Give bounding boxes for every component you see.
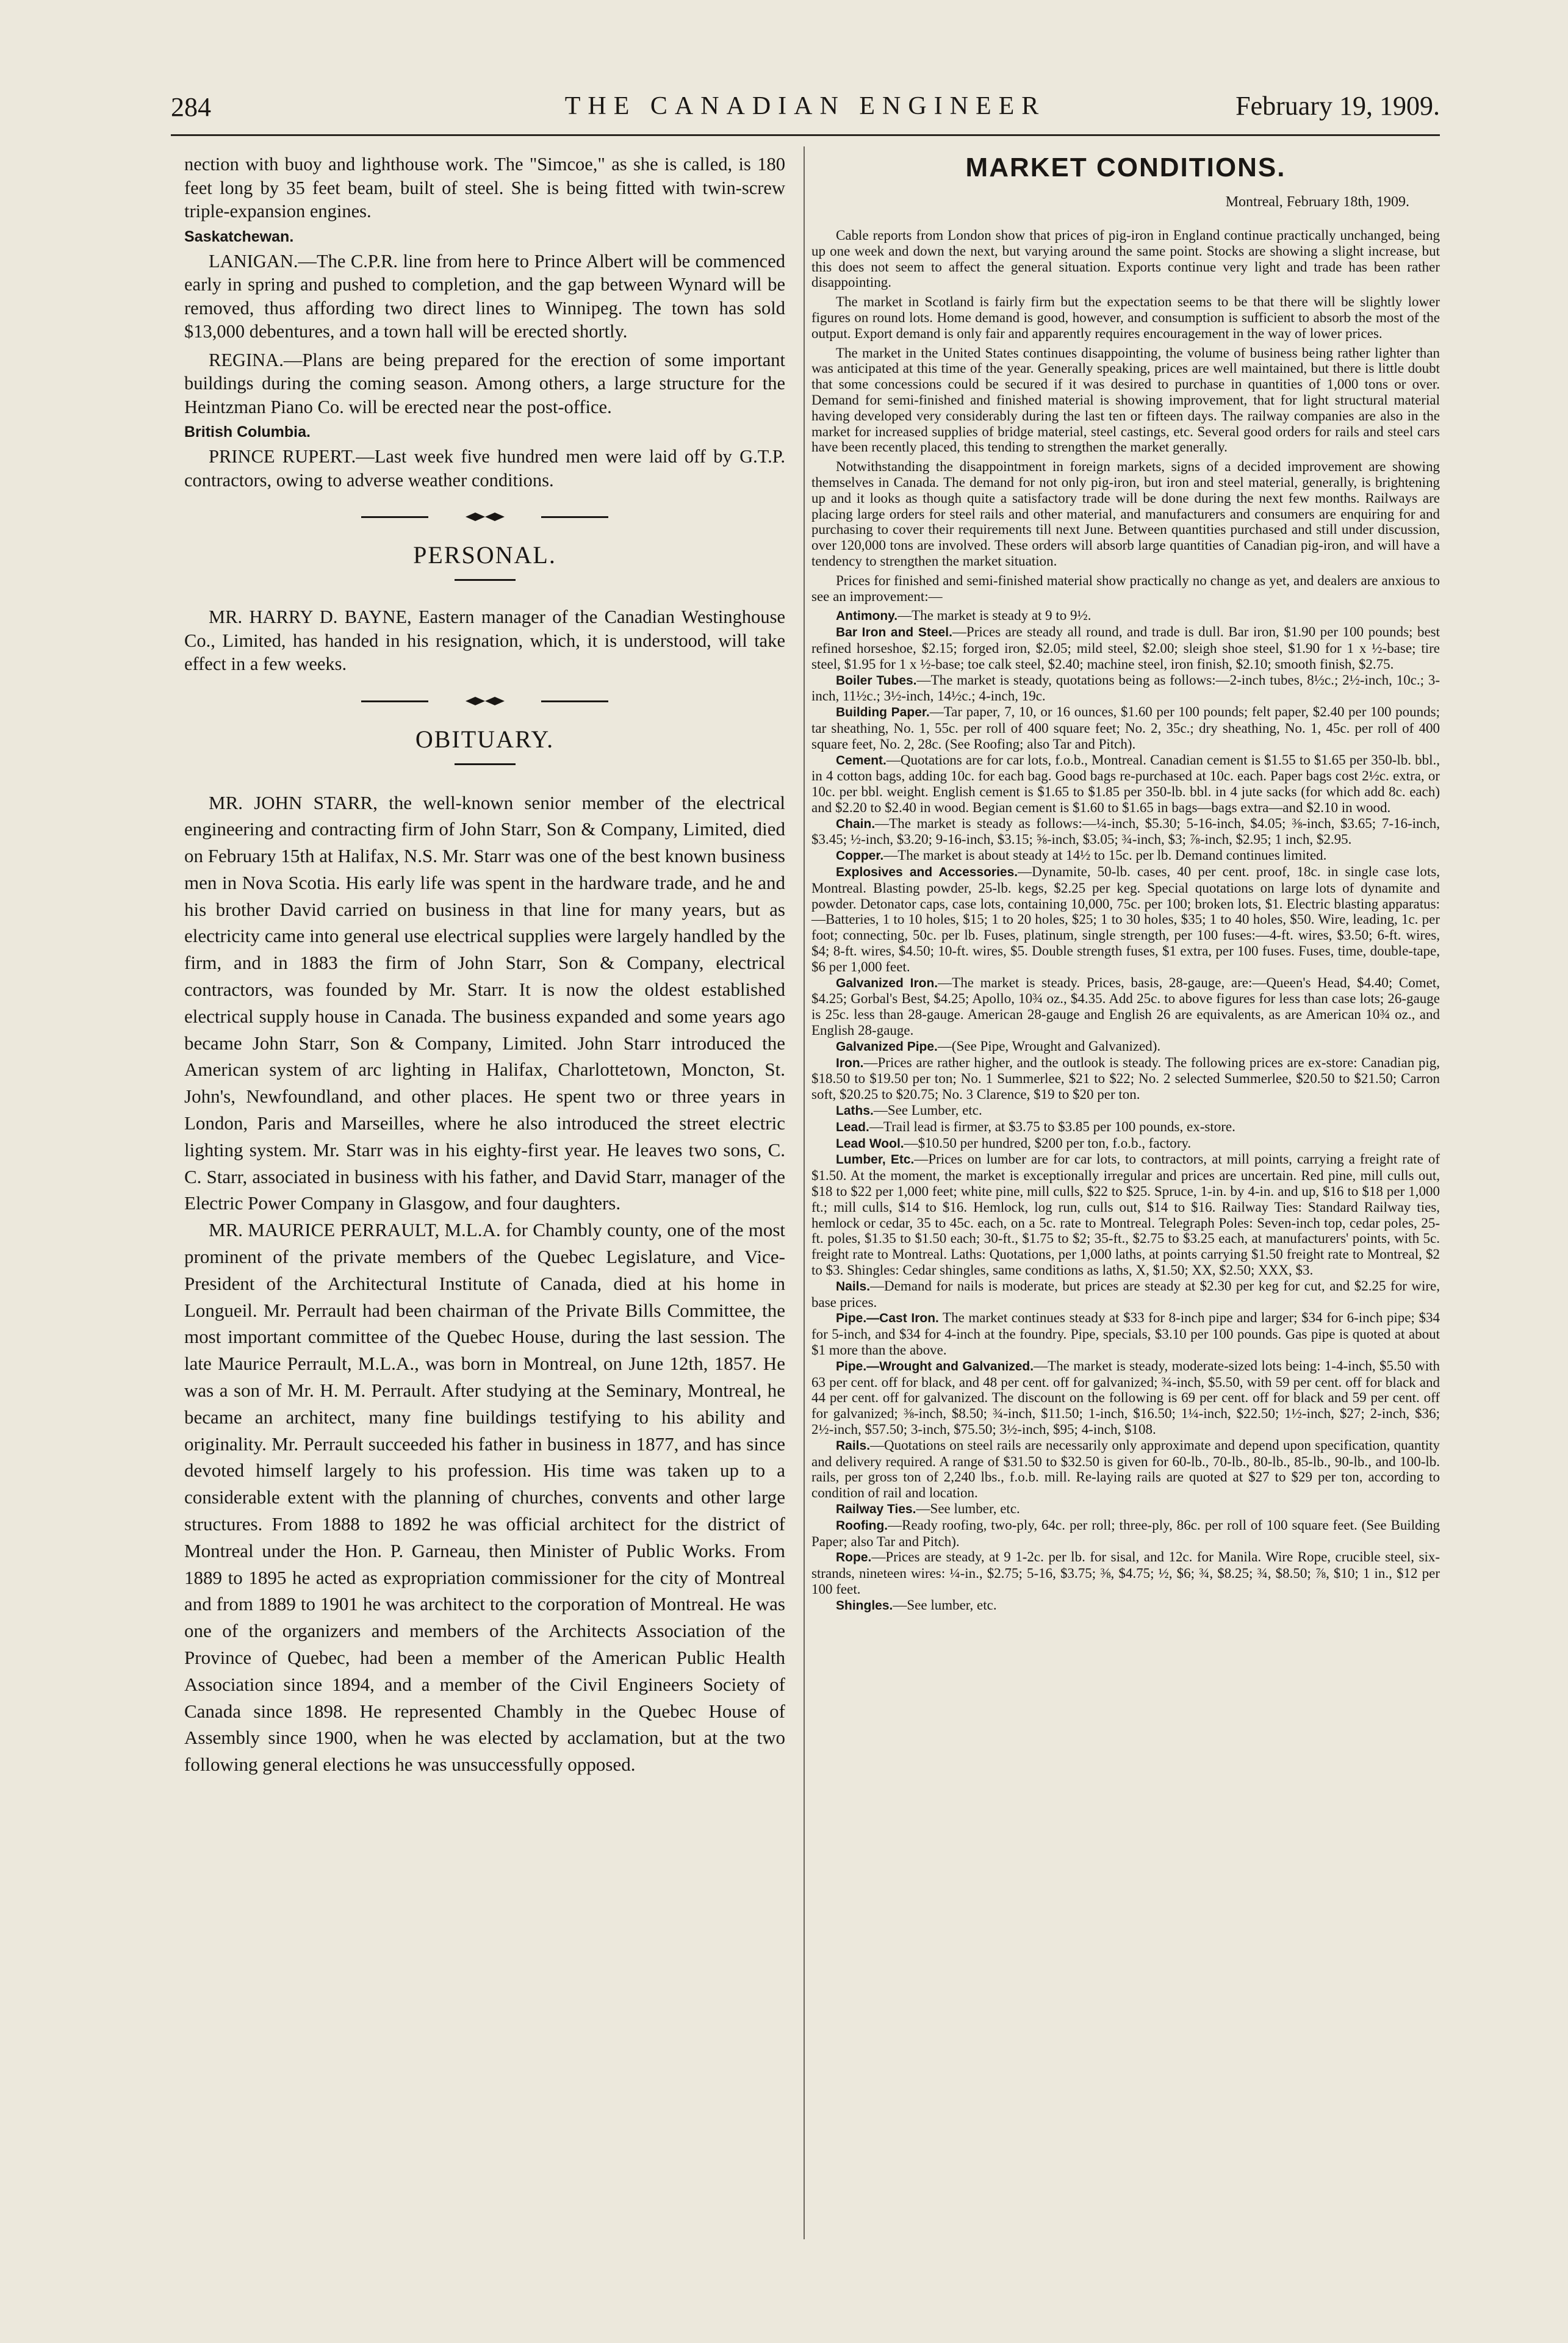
market-item	[811, 1136, 1440, 1152]
obituary-perrault: MR. MAURICE PERRAULT, M.L.A. for Chambly county, one of the most prominent of the private members of the Quebec Legislature, and Vice-President of the Architectural Institute of Canada, died at his home in Longueil. Mr. Perrault had been chairman of the Private Bills Committee, the most important committee of the Quebec House, during the last session. The late Maurice Perrault, M.L.A., was born in Montreal, on June 12th, 1857. He was a son of Mr. H. M. Perrault. After studying at the Seminary, Montreal, he became an architect, many fine buildings testifying to his ability and originality. Mr. Perrault succeeded his father in business in 1877, and has since devoted himself largely to his profession. His time was taken up to a considerable extent with the planning of churches, convents and other large structures. From 1888 to 1892 he was official architect for the district of Montreal under the Hon. P. Garneau, then Minister of Public Works. From 1889 to 1895 he acted as expropriation commissioner for the city of Montreal and from 1889 to 1901 he was architect to the corporation of Montreal. He was one of the organizers and members of the Architects Association of the Province of Quebec, had been a member of the American Public Health Association since 1894, and a member of the Civil Engineers Society of Canada since 1898. He represented Chambly in the Quebec House of Assembly since 1900, when he was elected by acclamation, but at the two following general elections he was unsuccessfully opposed.	[184, 1219, 785, 1776]
market-item	[811, 608, 1440, 624]
market-item	[811, 624, 1440, 672]
commodity-description: —Demand for nails is moderate, but prices are steady at $2.30 per keg for cut, and $2.25 for wire, base prices.	[811, 1278, 1440, 1310]
commodity-description: —(See Pipe, Wrought and Galvanized).	[937, 1038, 1161, 1054]
province-heading-british-columbia: British Columbia.	[184, 423, 311, 441]
market-intro-paragraphs	[811, 228, 1440, 604]
market-item	[811, 848, 1440, 864]
market-dateline: Montreal, February 18th, 1909.	[1225, 194, 1409, 210]
market-item	[811, 1151, 1440, 1278]
obituary-starr: MR. JOHN STARR, the well-known senior member of the electrical engineering and contracting firm of John Starr, Son & Company, Limited, died on February 15th at Halifax, N.S. Mr. Starr was one of the best known business men in Nova Scotia. His early life was spent in the hardware trade, and he and his brother David carried on business in that line for many years, but as electricity came into general use electrical supplies were largely handled by the firm, and in 1883 the firm of John Starr, Son & Company, electrical contractors, was founded by Mr. Starr. It is now the oldest established electrical supply house in Canada. The business expanded and some years ago became John Starr, Son & Company, Limited. John Starr introduced the American system of arc lighting in Halifax, Charlottetown, Moncton, St. John's, Newfoundland, and other places. He spent two or three years in London, Paris and Marseilles, where he also introduced the street electric lighting system. Mr. Starr was in his eighty-first year. He leaves two sons, C. C. Starr, associated in business with his father, and David Starr, manager of the Electric Power Company in Glasgow, and four daughters.	[184, 791, 785, 1214]
ornament-diamond-icon	[466, 511, 505, 522]
commodity-name: Iron.	[836, 1056, 864, 1070]
commodity-name: Shingles.	[836, 1598, 893, 1613]
commodity-description: —Quotations are for car lots, f.o.b., Montreal. Canadian cement is $1.55 to $1.65 per 350-lb. bbl., in 4 cotton bags, adding 10c. for each bag. Good bags re-purchased at 10c. each. Paper bags cost 2½c. extra, or 10c. per bbl. weight. English cement is $1.65 to $1.85 per 350-lb. bbl. in 4 jute sacks (for which add 8c. each) and $2.20 to $2.40 in wood. Begian cement is $1.60 to $1.65 in bags—bags extra—and $2.10 in wood.	[811, 752, 1440, 815]
commodity-name: Galvanized Iron.	[836, 976, 938, 990]
commodity-description: —Prices are rather higher, and the outlook is steady. The following prices are ex-store: Canadian pig, $18.50 to $19.50 per ton; No. 1 Summerlee, $21 to $22; No. 2 selected Summerlee, $20.50 to $21.50; Carron soft, $20.25 to $20.75; No. 3 Clarence, $19 to $20 per ton.	[811, 1054, 1440, 1103]
commodity-name: Bar Iron and Steel.	[836, 625, 952, 640]
commodity-description: —The market is steady, quotations being as follows:—2-inch tubes, 8½c.; 2½-inch, 10c.; 3-inch, 11½c.; 3½-inch, 14½c.; 4-inch, 19c.	[811, 672, 1440, 704]
market-item	[811, 1055, 1440, 1103]
market-price-list	[811, 608, 1440, 1613]
journal-title: THE CANADIAN ENGINEER	[564, 92, 1046, 120]
province-heading-saskatchewan: Saskatchewan.	[184, 228, 294, 245]
title-underline	[455, 763, 516, 765]
market-paragraph: Notwithstanding the disappointment in foreign markets, signs of a decided improvement are showing themselves in Canada. The demand for not only pig-iron, but iron and steel material, generally, is brightening up and it looks as though quite a satisfactory trade will be done during the next few months. Railways are placing large orders for steel rails and other material, and manufacturers and consumers are enquiring for and purchasing to cover their requirements till next June. Between quantities purchased and still under discussion, over 120,000 tons are involved. These orders will absorb large quantities of Canadian pig-iron, and will have a tendency to strengthen the market situation.	[811, 459, 1440, 569]
commodity-name: Antimony.	[836, 609, 898, 624]
section-ornament	[184, 510, 785, 525]
commodity-description: —Ready roofing, two-ply, 64c. per roll; three-ply, 86c. per roll of 100 square feet. (See Building Paper; also Tar and Pitch).	[811, 1517, 1440, 1549]
right-column	[811, 153, 1440, 1614]
commodity-description: —See lumber, etc.	[916, 1500, 1020, 1516]
commodity-name: Laths.	[836, 1104, 874, 1118]
commodity-name: Lumber, Etc.	[836, 1153, 915, 1167]
commodity-description: —The market is steady as follows:—¼-inch, $5.30; 5-16-inch, $4.05; ⅜-inch, $3.65; 7-16-inch, $3.45; ½-inch, $3.20; 9-16-inch, $3.15; ⅝-inch, $3.05; ¾-inch, $3; ⅞-inch, $2.95; 1 inch, $2.95.	[811, 815, 1440, 848]
page-number: 284	[171, 92, 211, 122]
market-item	[811, 864, 1440, 975]
market-item	[811, 1597, 1440, 1614]
commodity-description: —The market is steady. Prices, basis, 28-gauge, are:—Queen's Head, $4.40; Comet, $4.25; Gorbal's Best, $4.25; Apollo, 10¾ oz., $4.35. Add 25c. to above figures for less than case lots; 26-gauge is 25c. less than 28-gauge. American 28-gauge and English 26 are equivalents, as are American 10¾ oz., and English 28-gauge.	[811, 974, 1440, 1038]
market-item	[811, 1103, 1440, 1119]
commodity-description: —The market is steady at 9 to 9½.	[897, 608, 1091, 624]
personal-item-bayne: MR. HARRY D. BAYNE, Eastern manager of the Canadian Westinghouse Co., Limited, has handed in his resignation, which, it is understood, will take effect in a few weeks.	[184, 606, 785, 674]
market-item	[811, 1549, 1440, 1597]
commodity-description: —See Lumber, etc.	[873, 1103, 982, 1118]
market-item	[811, 1310, 1440, 1358]
ornament-diamond-icon	[466, 696, 505, 707]
commodity-name: Rails.	[836, 1438, 871, 1453]
market-paragraph: The market in the United States continues disappointing, the volume of business being rather lighter than was anticipated at this time of the year. Generally speaking, prices are well maintained, but there is little doubt that some concessions could be secured if it was desired to purchase in quantities of 1,000 tons or over. Demand for semi-finished and finished material is showing improvement, that for light structural material having developed very considerably during the last ten or fifteen days. The railway companies are also in the market for increased supplies of bridge material, steel castings, etc. Several good orders for rails and steel cars have been recently placed, this tending to strengthen the market generally.	[811, 345, 1440, 455]
news-item-prince-rupert: PRINCE RUPERT.—Last week five hundred men were laid off by G.T.P. contractors, owing to adverse weather conditions.	[184, 446, 785, 491]
commodity-description: —Prices are steady, at 9 1-2c. per lb. for sisal, and 12c. for Manila. Wire Rope, crucible steel, six-strands, nineteen wires: ¼-in., $2.75; 5-16, $3.75; ⅜, $4.75; ½, $6; ¾, $8.25; ¾, $8.50; ⅞, $10; 1 in., $12 per 100 feet.	[811, 1549, 1440, 1597]
commodity-description: —Prices on lumber are for car lots, to contractors, at mill points, carrying a freight rate of $1.50. At the moment, the market is exceptionally irregular and prices are uncertain. Red pine, mill culls out, $18 to $22 per 1,000 feet; white pine, mill culls, $22 to $25. Spruce, 1-in. by 4-in. and up, $16 to $18 per 1,000 ft.; mill culls, $14 to $16. Hemlock, log run, culls out, $14 to $16. Railway Ties: Standard Railway ties, hemlock or cedar, 35 to 45c. each, on a 5c. rate to Montreal. Telegraph Poles: Seven-inch top, cedar poles, 25-ft. poles, $1.35 to $1.50 each; 30-ft., $1.75 to $2; 35-ft., $2.75 to $3.25 each, at manufacturers' points, with 5c. freight rate to Montreal. Laths: Quotations, per 1,000 laths, at points carrying $1.50 freight rate to Montreal, $2 to $3. Shingles: Cedar shingles, same conditions as laths, X, $1.50; XX, $2.50; XXX, $3.	[811, 1151, 1440, 1278]
commodity-name: Rope.	[836, 1550, 872, 1565]
commodity-name: Building Paper.	[836, 705, 930, 720]
market-item	[811, 1358, 1440, 1438]
section-ornament	[184, 694, 785, 709]
commodity-name: Railway Ties.	[836, 1502, 916, 1516]
market-paragraph: Prices for finished and semi-finished material show practically no change as yet, and dealers are anxious to see an improvement:—	[811, 572, 1440, 604]
market-item	[811, 975, 1440, 1038]
market-paragraph: The market in Scotland is fairly firm but the expectation seems to be that there will be slightly lower figures on round lots. Home demand is good, however, and consumption is sufficient to absorb the most of the output. Export demand is only fair and apparently requires encouragement in the way of lower prices.	[811, 294, 1440, 341]
commodity-description: —Tar paper, 7, 10, or 16 ounces, $1.60 per 100 pounds; felt paper, $2.40 per 100 pounds; tar sheathing, No. 1, 55c. per roll of 400 square feet; No. 2, 35c.; dry sheathing, No. 1, 45c. per roll of 400 square feet, No. 2, 28c. (See Roofing; also Tar and Pitch).	[811, 704, 1440, 752]
market-item	[811, 1517, 1440, 1550]
market-item	[811, 704, 1440, 752]
commodity-name: Cement.	[836, 753, 886, 768]
issue-date: February 19, 1909.	[1235, 91, 1440, 121]
news-item-regina: REGINA.—Plans are being prepared for the erection of some important buildings during the coming season. Among others, a large structure for the Heintzman Piano Co. will be erected near the post-office.	[184, 349, 785, 417]
news-item-lanigan: LANIGAN.—The C.P.R. line from here to Prince Albert will be commenced early in spring and pushed to completion, and the gap between Wynard will be removed, thus affording two direct lines to Winnipeg. The town has sold $13,000 debentures, and a town hall will be erected shortly.	[184, 250, 785, 342]
commodity-description: —$10.50 per hundred, $200 per ton, f.o.b., factory.	[904, 1135, 1192, 1151]
market-item	[811, 816, 1440, 848]
page-header	[171, 85, 1440, 136]
commodity-name: Lead.	[836, 1120, 869, 1134]
commodity-name: Explosives and Accessories.	[836, 865, 1018, 880]
market-item	[811, 1438, 1440, 1501]
continued-paragraph: nection with buoy and lighthouse work. The "Simcoe," as she is called, is 180 feet long by 35 feet beam, built of steel. She is being fitted with twin-screw triple-expansion engines.	[184, 154, 785, 221]
commodity-description: —Quotations on steel rails are necessarily only approximate and depend upon specification, quantity and delivery required. A range of $31.50 to $32.50 is given for 60-lb., 70-lb., 80-lb., 85-lb., 90-lb., and 100-lb. rails, per gross ton of 2,240 lbs., f.o.b. mill. Re-laying rails are quoted at $27 to $29 per ton, according to condition of rail and location.	[811, 1437, 1440, 1501]
commodity-description: —The market is steady, moderate-sized lots being: 1-4-inch, $5.50 with 63 per cent. off for black, and 48 per cent. off for galvanized; ¾-inch, $5.50, with 59 per cent. off for black and 44 per cent. off for galvanized. The discount on the following is 69 per cent. off for black and 59 per cent. off for galvanized; ⅜-inch, $8.50; ¾-inch, $11.50; 1-inch, $16.50; 1¼-inch, $22.50; 1½-inch, $27; 2-inch, $36; 2½-inch, $57.50; 3-inch, $75.50; 3½-inch, $95; 4-inch, $108.	[811, 1358, 1440, 1437]
commodity-name: Lead Wool.	[836, 1136, 904, 1151]
commodity-name: Pipe.—Wrought and Galvanized.	[836, 1359, 1034, 1373]
commodity-name: Pipe.—Cast Iron.	[836, 1311, 939, 1326]
commodity-description: The market continues steady at $33 for 8-inch pipe and larger; $34 for 6-inch pipe; $34 for 5-inch, and $34 for 4-inch at the foundry. Pipe, specials, $3.10 per 100 pounds. Gas pipe is quoted at about $1 more than the above.	[811, 1310, 1440, 1358]
market-item	[811, 1278, 1440, 1311]
title-underline	[455, 579, 516, 581]
column-divider	[804, 146, 805, 2239]
commodity-name: Nails.	[836, 1279, 871, 1294]
commodity-name: Copper.	[836, 849, 884, 863]
commodity-description: —Trail lead is firmer, at $3.75 to $3.85 per 100 pounds, ex-store.	[869, 1118, 1235, 1134]
market-paragraph: Cable reports from London show that prices of pig-iron in England continue practically unchanged, being up one week and down the next, but varying around the same point. Stocks are showing a slight increase, but this does not seem to affect the general situation. Exports continue very light and trade has been rather disappointing.	[811, 228, 1440, 290]
market-item	[811, 752, 1440, 816]
commodity-name: Galvanized Pipe.	[836, 1039, 938, 1054]
market-conditions-title: MARKET CONDITIONS.	[965, 153, 1286, 182]
commodity-description: —See lumber, etc.	[893, 1597, 997, 1613]
commodity-name: Boiler Tubes.	[836, 673, 917, 688]
commodity-name: Roofing.	[836, 1518, 888, 1533]
section-title-obituary: OBITUARY.	[415, 725, 555, 753]
commodity-description: —Prices are steady all round, and trade is dull. Bar iron, $1.90 per 100 pounds; best refined horseshoe, $2.15; forged iron, $2.05; mild steel, $2.00; sleigh shoe steel, $1.90 for 1 x ½-base; tire steel, $1.95 for 1 x ½-base; toe calk steel, $2.40; machine steel, iron finish, $2.10; smooth finish, $2.75.	[811, 624, 1440, 672]
market-item	[811, 672, 1440, 705]
left-column	[184, 153, 785, 1778]
section-title-personal: PERSONAL.	[413, 541, 556, 569]
market-item	[811, 1501, 1440, 1517]
market-item	[811, 1119, 1440, 1136]
market-item	[811, 1038, 1440, 1055]
commodity-description: —Dynamite, 50-lb. cases, 40 per cent. proof, 18c. in single case lots, Montreal. Blasting powder, 25-lb. kegs, $2.25 per keg. Special quotations on large lots of dynamite and powder. Detonator caps, case lots, containing 10,000, 75c. per 100; broken lots, $1. Electric blasting apparatus:—Batteries, 1 to 10 holes, $15; 1 to 20 holes, $25; 1 to 30 holes, $35; 1 to 40 holes, $50. Wire, leading, 1c. per foot; connecting, 50c. per lb. Fuses, platinum, single strength, per 100 fuses:—4-ft. wires, $3.50; 6-ft. wires, $4; 8-ft. wires, $4.50; 10-ft. wires, $5. Double strength fuses, $1 extra, per 100 fuses. Fuses, time, double-tape, $6 per 1,000 feet.	[811, 864, 1440, 974]
commodity-description: —The market is about steady at 14½ to 15c. per lb. Demand continues limited.	[883, 848, 1327, 863]
commodity-name: Chain.	[836, 816, 876, 831]
